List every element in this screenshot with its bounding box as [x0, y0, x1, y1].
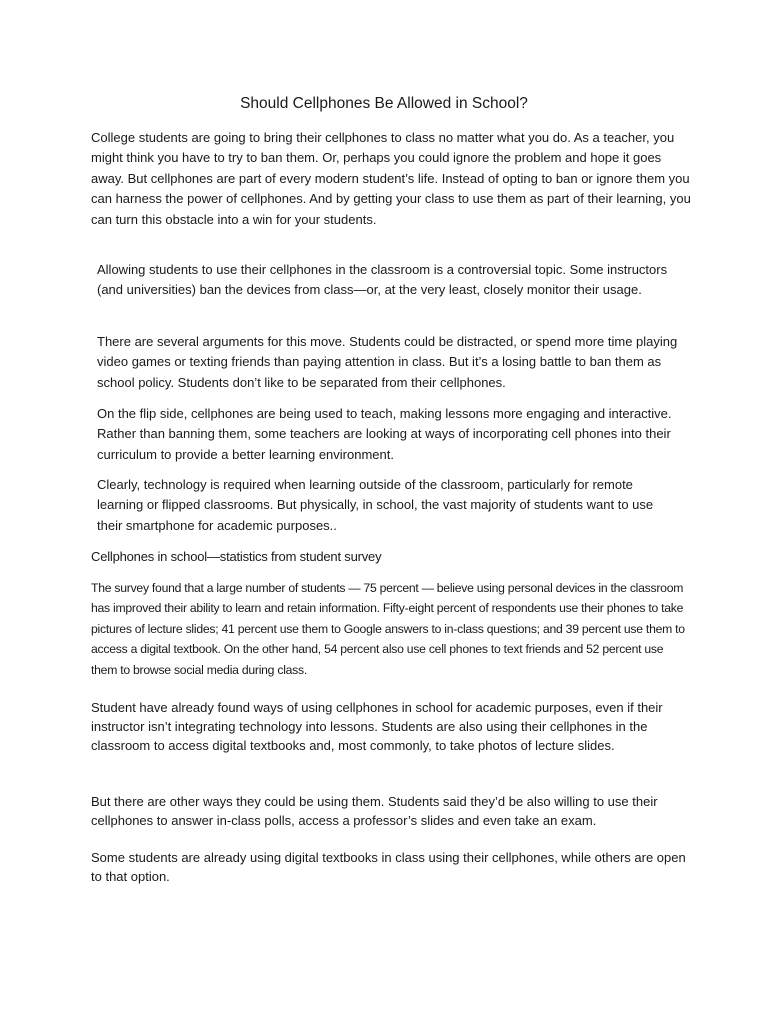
- section-heading: Cellphones in school—statistics from student survey: [91, 549, 382, 564]
- digital-textbooks-paragraph: Some students are already using digital textbooks in class using their cellphones, while others are open to that option.: [91, 850, 686, 884]
- arguments-paragraph: There are several arguments for this move. Students could be distracted, or spend more time playing video games or texting friends than paying attention in class. But it’s a losing battle to ban them as school policy. Students don’t like to be separated from their cellphones.: [97, 334, 678, 390]
- flip-side-paragraph: On the flip side, cellphones are being used to teach, making lessons more engaging and interactive. Rather than banning them, some teachers are looking at ways of incorporating cell phones into their curriculum to provide a better learning environment.: [97, 406, 672, 462]
- survey-paragraph: The survey found that a large number of students — 75 percent — believe using personal devices in the classroom has improved their ability to learn and retain information. Fifty-eight percent of respondents use their phones to take pictures of lecture slides; 41 percent use them to Google answers to in-class questions; and 39 percent use them to access a digital textbook. On the other hand, 54 percent also use cell phones to text friends and 52 percent use them to browse social media during class.: [91, 581, 685, 677]
- controversy-paragraph: Allowing students to use their cellphones in the classroom is a controversial topic. Some instructors (and universities) ban the devices from class—or, at the very least, closely monitor their usage.: [97, 262, 668, 298]
- intro-paragraph: College students are going to bring their cellphones to class no matter what you do. As a teacher, you might think you have to try to ban them. Or, perhaps you could ignore the problem and hope it goes away. But cellphones are part of every modern student’s life. Instead of opting to ban or ignore them you can harness the power of cellphones. And by getting your class to use them as part of their learning, you can turn this obstacle into a win for your students.: [91, 130, 691, 227]
- technology-paragraph: Clearly, technology is required when learning outside of the classroom, particularly for remote learning or flipped classrooms. But physically, in school, the vast majority of students want to use their smartphone for academic purposes..: [97, 477, 654, 533]
- other-ways-paragraph: But there are other ways they could be using them. Students said they’d be also willing to use their cellphones to answer in-class polls, access a professor’s slides and even take an exam.: [91, 794, 658, 828]
- document-title: Should Cellphones Be Allowed in School?: [240, 95, 528, 112]
- academic-use-paragraph: Student have already found ways of using cellphones in school for academic purposes, even if their instructor isn’t integrating technology into lessons. Students are also using their cellphones in the classroom to access digital textbooks and, most commonly, to take photos of lecture slides.: [91, 700, 663, 753]
